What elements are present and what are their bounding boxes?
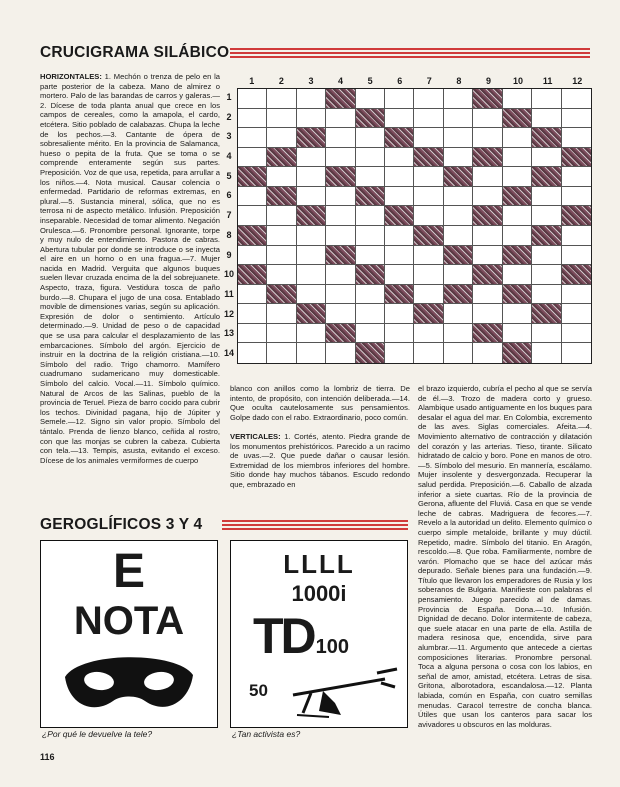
grid-cell (562, 285, 591, 305)
grid-cell (238, 89, 267, 109)
grid-cell (532, 324, 561, 344)
grid-cell (297, 246, 326, 266)
grid-cell (562, 167, 591, 187)
grid-row-number: 5 (226, 170, 232, 181)
grid-cell (238, 285, 267, 305)
grid-cell-black (267, 148, 296, 168)
hieroglyph-3-letter: E (112, 545, 145, 598)
grid-cell (532, 246, 561, 266)
grid-cell-black (414, 148, 443, 168)
grid-cell (267, 167, 296, 187)
grid-column-number: 5 (367, 76, 373, 86)
grid-cell-black (238, 226, 267, 246)
grid-cell-black (297, 304, 326, 324)
geroglificos-title: GEROGLÍFICOS 3 Y 4 (40, 516, 203, 533)
grid-cell-black (503, 246, 532, 266)
grid-cell (326, 304, 355, 324)
grid-cell (532, 343, 561, 363)
horizontales-clues-continued: blanco con anillos como la lombriz de tierra. De intento, de propósito, con intención deliberada.—14. Que oculta cautelosamente sus pensamientos. Golpe dado con el rabo. Extraordinario, poco común. (230, 384, 410, 422)
grid-cell (326, 265, 355, 285)
grid-cell (385, 226, 414, 246)
grid-cell (562, 128, 591, 148)
grid-cell (562, 246, 591, 266)
grid-cell-black (414, 226, 443, 246)
grid-cell (238, 148, 267, 168)
hieroglyph-4-box (230, 540, 408, 728)
grid-cell (414, 206, 443, 226)
grid-cell (532, 206, 561, 226)
grid-cell (356, 285, 385, 305)
grid-cell (297, 109, 326, 129)
mask-icon (61, 645, 197, 721)
grid-cell (444, 206, 473, 226)
grid-cell (473, 187, 502, 207)
grid-cell-black (503, 285, 532, 305)
grid-cell (297, 343, 326, 363)
hieroglyph-3-box (40, 540, 218, 728)
grid-cell (444, 148, 473, 168)
grid-cell (267, 128, 296, 148)
grid-cell-black (267, 285, 296, 305)
verticales-clues: 1. Cortés, atento. Piedra grande de los monumentos prehistóricos. Parecido a un racimo de uvas.—2. Que puede dañar o causar lesión. Extremidad de los miembros inferiores del hombre. Sitio donde hay muchos tábanos. Escudo redondo que, embrazado en (230, 431, 410, 489)
grid-column-number: 2 (278, 76, 284, 86)
grid-cell (503, 148, 532, 168)
grid-cell (385, 343, 414, 363)
grid-row-number: 6 (226, 190, 232, 201)
grid-column-number: 4 (338, 76, 344, 86)
grid-cell (356, 324, 385, 344)
grid-cell (267, 246, 296, 266)
hieroglyph-4-number: 50 (249, 681, 268, 700)
grid-cell-black (326, 324, 355, 344)
grid-cell (356, 167, 385, 187)
grid-cell (562, 187, 591, 207)
grid-cell-black (473, 206, 502, 226)
grid-cell (238, 343, 267, 363)
grid-cell (562, 226, 591, 246)
grid-cell (238, 187, 267, 207)
grid-row-number: 10 (223, 269, 234, 280)
grid-cell (532, 187, 561, 207)
grid-cell (238, 246, 267, 266)
verticales-heading: VERTICALES: (230, 431, 281, 441)
grid-cell (444, 226, 473, 246)
crossword-grid (237, 88, 592, 364)
grid-cell (297, 324, 326, 344)
grid-cell-black (356, 343, 385, 363)
grid-cell-black (473, 89, 502, 109)
grid-cell (356, 304, 385, 324)
grid-cell-black (532, 226, 561, 246)
grid-cell (385, 109, 414, 129)
grid-cell (562, 109, 591, 129)
hieroglyph-3-question: ¿Por qué le devuelve la tele? (42, 729, 153, 739)
grid-column-number: 10 (513, 76, 524, 86)
grid-cell (326, 109, 355, 129)
grid-cell-black (414, 304, 443, 324)
grid-cell (444, 324, 473, 344)
grid-cell (326, 226, 355, 246)
grid-cell-black (356, 187, 385, 207)
grid-cell-black (503, 109, 532, 129)
grid-cell (356, 128, 385, 148)
grid-cell (385, 148, 414, 168)
grid-cell (444, 343, 473, 363)
horizontales-heading: HORIZONTALES: (40, 72, 102, 81)
grid-row-number: 13 (223, 328, 234, 339)
grid-cell (503, 128, 532, 148)
grid-cell (562, 324, 591, 344)
grid-row-number: 3 (226, 131, 232, 142)
grid-cell (267, 109, 296, 129)
grid-cell (297, 265, 326, 285)
grid-cell-black (326, 89, 355, 109)
grid-cell (414, 324, 443, 344)
grid-cell (385, 187, 414, 207)
grid-cell (444, 187, 473, 207)
grid-cell (356, 206, 385, 226)
grid-cell-black (385, 206, 414, 226)
grid-cell-black (532, 304, 561, 324)
grid-cell (385, 89, 414, 109)
grid-cell (473, 167, 502, 187)
grid-cell (326, 343, 355, 363)
grid-cell (414, 265, 443, 285)
grid-cell (238, 304, 267, 324)
grid-cell (503, 167, 532, 187)
grid-cell (444, 89, 473, 109)
grid-cell (238, 128, 267, 148)
grid-column-number: 9 (485, 76, 491, 86)
grid-cell (297, 148, 326, 168)
grid-cell (444, 265, 473, 285)
grid-row-number: 12 (223, 308, 234, 319)
grid-cell-black (532, 167, 561, 187)
geroglificos-decoration-stripes (222, 520, 408, 530)
grid-cell (326, 187, 355, 207)
grid-cell (444, 304, 473, 324)
grid-cell (414, 187, 443, 207)
grid-cell (267, 324, 296, 344)
grid-cell-black (238, 265, 267, 285)
grid-cell (532, 89, 561, 109)
grid-cell (532, 148, 561, 168)
grid-cell (356, 246, 385, 266)
page-number: 116 (40, 752, 55, 762)
hieroglyph-4-small-number: 100 (315, 636, 350, 658)
grid-cell (532, 109, 561, 129)
grid-cell-black (503, 187, 532, 207)
grid-cell (326, 128, 355, 148)
grid-column-number: 7 (426, 76, 432, 86)
clues-column-right (418, 384, 592, 739)
grid-cell-black (562, 265, 591, 285)
grid-row-number: 8 (226, 229, 232, 240)
grid-cell (326, 206, 355, 226)
grid-cell (326, 285, 355, 305)
grid-row-number: 7 (226, 210, 232, 221)
grid-cell (414, 285, 443, 305)
grid-cell (267, 89, 296, 109)
hieroglyph-4-line-2: 1000i (291, 581, 347, 606)
grid-cell (503, 304, 532, 324)
grid-cell (532, 265, 561, 285)
grid-cell-black (444, 246, 473, 266)
grid-cell-black (473, 324, 502, 344)
grid-cell (414, 343, 443, 363)
grid-cell (414, 128, 443, 148)
grid-cell-black (326, 167, 355, 187)
grid-cell (562, 304, 591, 324)
grid-cell-black (532, 128, 561, 148)
hieroglyph-4-big-letters: TD (253, 608, 314, 664)
grid-cell (385, 246, 414, 266)
grid-cell-black (385, 285, 414, 305)
horizontales-clues: 1. Mechón o trenza de pelo en la parte posterior de la cabeza. Mano de almirez o mortero. Palo de las barandas de carros y galeras.—2. Dícese de toda planta anual que crece en los campos de cereales, como la amapola, el cardo, etcétera. Sitio poblado de calabazas. Chupa la leche de los pechos.—3. Cantante de ópera de sobresaliente mérito. En la provincia de Salamanca, hueso o pepita de la fruta. Que se toma o se comprende enteramente según sus partes. Preposición. Voz de que usa, repetida, para arrullar a los niños.—4. Nota musical. Causar colencia o enfermedad. Partidario de reformas extremas, en plural.—5. Sustancia mineral, sólica, que no es terrosa ni de aspecto metálico. Infusión. Preposición inseparable. Necesidad de tomar alimento. Negación Orulesca.—6. Pronombre personal. Ignorante, torpe y muy nulo de entendimiento. Pastora de cabras. Abertura tubular por donde se introduce o se inyecta el aire en un horno o en una fragua.—7. Mujer nacida en Madrid. Verguita que algunos buques suelen llevar cruzada encima de la del sobrejuanete. Aspecto, traza, figura. Vestidura tosca de paño burdo.—8. Chupara el jugo de una cosa. Entablado movible de dimensiones varias, según su aplicación. Expresión de dolor o sentimiento. Artículo determinado.—9. Unidad de peso o de capacidad que se usa para calcular el desplazamiento de las embarcaciones. Símbolo del argón. Ejercicio de instruir en la doctrina de la religión cristiana.—10. Símbolo del radio. Trigo chamorro. Mamífero cuadrumano sudamericano muy domesticable. Símbolo del calcio. Vocal.—11. Símbolo químico. Natural de Arcos de las Salinas, pueblo de la provincia de Teruel. Pieza de barro cocido para cubrir los techos. Divinidad pagana, hijo de Júpiter y Semele.—12. Signo sin valor propio. Símbolo del tántalo. Prenda de lienzo blanco, ceñida al rostro, con que las monjas se cubren la cabeza. Cubierta con tela.—13. Tempis, asusta, evitando el exceso. Dícese de los animales vermiformes de cuerpo (40, 72, 220, 465)
clues-column-left (40, 72, 220, 508)
grid-cell (267, 226, 296, 246)
grid-cell (297, 89, 326, 109)
grid-column-number: 1 (249, 76, 255, 86)
grid-cell (356, 148, 385, 168)
grid-cell-black (503, 343, 532, 363)
grid-cell (385, 167, 414, 187)
hieroglyph-4-line-3 (253, 607, 349, 665)
grid-cell-black (297, 128, 326, 148)
grid-cell (503, 226, 532, 246)
grid-cell-black (297, 206, 326, 226)
grid-cell (267, 304, 296, 324)
grid-cell (356, 89, 385, 109)
grid-row-number: 1 (226, 91, 232, 102)
grid-cell (473, 246, 502, 266)
verticales-clues-continued: el brazo izquierdo, cubría el pecho al que se servía de él.—3. Trozo de madera corto y grueso. Alambique usado antiguamente en los buques para desalar el agua del mar. En Colombia, excremento de las aves. Siglas comerciales. Afeita.—4. Movimiento alternativo de contracción y dilatación del corazón y las arterias. Tieso, tirante. Silicato hidratado de calcio y boro. Pone en manos de otro.—5. Símbolo del mesurio. En mannería, escálamo. Mujer insolente y desvergonzada. Recuperar la salud perdida. Preposición.—6. Caballo de alzada inferior a siete cuartas. Río de la provincia de Gerona, afluente del Fluviá. Casa en que se vende leche de cabras. Madriguera de fecores.—7. Revelo a la autoridad un delito. Elemento químico o cuerpo simple metaloide, brillante y muy dúctil. Repetido, madre. Símbolo del titanio. En Aragón, rescoldo.—8. Que roba. Familiarmente, nombre de varón. Plomacho que se hace del azúcar más depurado. Señale bienes para una fundación.—9. Título que llevaron los emperadores de Rusia y los soberanos de Bulgaria. Manifieste con palabras el pensamiento. Juego parecido al de damas. Provincia de España. Dona.—10. Infusión. Dignidad de decano. Dolor intermitente de cabeza, que suele atacar en una parte de ella. Astilla de madera resinosa que, encendida, sirve para alumbrar.—11. Argumento que antecede a ciertas composiciones literarias. Pronombre personal. Toca a alguna persona o cosa con los labios, en señal de amor, amistad, etcétera. Letras de sisa. Gritona, alborotadora, escandalosa.—12. Planta labiada, común en España, con cuatro semillas menudas. Caracol terrestre de concha blanca. Útiles que usan los canteros para sacar los avivadores u obscuros en las molduras. (418, 384, 592, 729)
grid-cell-black (444, 285, 473, 305)
grid-cell (238, 324, 267, 344)
grid-row-number: 9 (226, 249, 232, 260)
grid-cell-black (326, 246, 355, 266)
grid-cell (473, 285, 502, 305)
grid-cell-black (267, 187, 296, 207)
grid-row-number: 4 (226, 151, 232, 161)
grid-column-number: 6 (397, 76, 403, 86)
grid-cell (503, 206, 532, 226)
grid-cell (414, 246, 443, 266)
grid-cell (267, 343, 296, 363)
hieroglyph-4-question: ¿Tan activista es? (232, 729, 301, 739)
grid-cell (473, 128, 502, 148)
grid-cell (238, 206, 267, 226)
grid-cell-black (473, 148, 502, 168)
grid-column-number: 8 (456, 76, 462, 86)
grid-cell (532, 285, 561, 305)
grid-cell-black (473, 265, 502, 285)
grid-cell (562, 89, 591, 109)
grid-cell (297, 167, 326, 187)
grid-cell (444, 109, 473, 129)
grid-cell (297, 285, 326, 305)
plow-icon (289, 665, 401, 721)
grid-cell (385, 304, 414, 324)
grid-cell (414, 167, 443, 187)
title-decoration-stripes (230, 48, 590, 58)
grid-column-number: 12 (572, 76, 583, 86)
grid-cell (444, 128, 473, 148)
grid-column-numbers (237, 76, 592, 88)
grid-cell (326, 148, 355, 168)
grid-cell (503, 324, 532, 344)
grid-cell-black (562, 148, 591, 168)
grid-cell-black (444, 167, 473, 187)
hieroglyph-4-line-1: LLLL (283, 549, 355, 579)
grid-cell-black (562, 206, 591, 226)
grid-cell (414, 89, 443, 109)
grid-cell (473, 343, 502, 363)
grid-cell (562, 343, 591, 363)
grid-cell-black (238, 167, 267, 187)
grid-cell (297, 187, 326, 207)
grid-cell (385, 324, 414, 344)
grid-cell (473, 109, 502, 129)
grid-row-number: 2 (226, 111, 232, 122)
hieroglyph-3-word: NOTA (73, 599, 185, 643)
grid-cell (385, 265, 414, 285)
grid-row-number: 11 (224, 289, 234, 299)
grid-cell (503, 265, 532, 285)
grid-cell (473, 226, 502, 246)
clues-column-middle (230, 384, 410, 508)
grid-cell-black (356, 265, 385, 285)
crossword-title: CRUCIGRAMA SILÁBICO (40, 44, 230, 61)
grid-cell (356, 226, 385, 246)
grid-cell (503, 89, 532, 109)
grid-cell (473, 304, 502, 324)
grid-cell-black (356, 109, 385, 129)
grid-cell-black (385, 128, 414, 148)
grid-cell (297, 226, 326, 246)
grid-column-number: 3 (308, 76, 314, 86)
grid-cell (238, 109, 267, 129)
grid-cell (414, 109, 443, 129)
grid-row-number: 14 (223, 348, 234, 359)
grid-cell (267, 206, 296, 226)
grid-cell (267, 265, 296, 285)
grid-column-number: 11 (542, 76, 553, 86)
